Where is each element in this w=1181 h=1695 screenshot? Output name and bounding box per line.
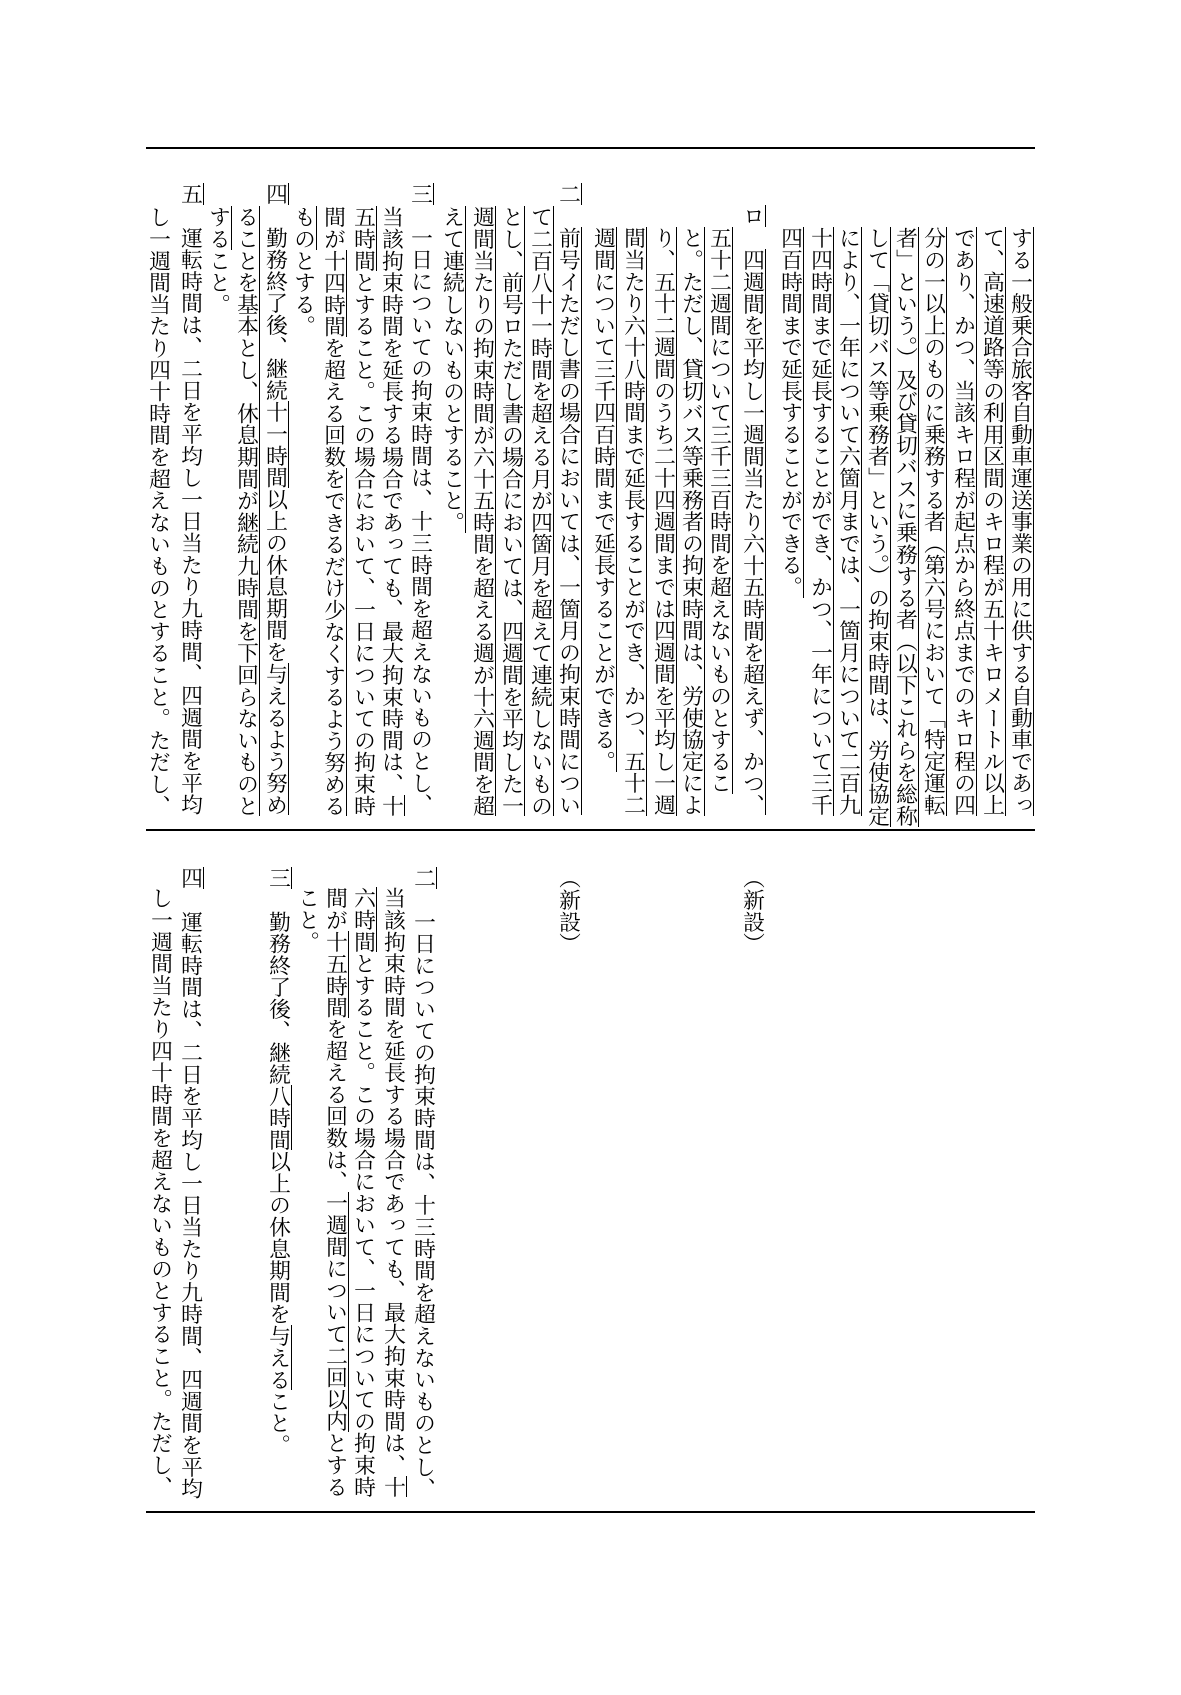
amended-text: とし、前号ロただし書の場合においては、四週間を平均した一: [498, 206, 524, 817]
text-column: [232, 206, 261, 816]
amended-text: 週間当たりの拘束時間が六十五時間を超える週が十六週間を超: [469, 206, 495, 817]
text-column: [978, 227, 1007, 816]
amended-text: ることを基本とし、休息期間が継続九時間を下回らないものと: [233, 206, 259, 817]
text-segment: とする。: [290, 249, 316, 337]
clause-number: 二: [555, 183, 581, 205]
text-segment: とする: [322, 1432, 348, 1498]
text-column: [589, 227, 618, 772]
amended-text: 与える: [265, 1324, 291, 1391]
text-segment: 勤務終了後、継続: [265, 910, 291, 1086]
amended-text: もの: [290, 206, 316, 250]
text-column: [677, 227, 706, 816]
amended-text: 十四時間: [320, 249, 346, 337]
text-column: [293, 887, 322, 952]
bottom-rule: [146, 1511, 1035, 1513]
text-column: [891, 227, 920, 827]
amended-text: 分の一以上のものに乗務する者（第六号において「特定運転: [920, 227, 946, 816]
amended-text: えて連続しないものとすること。: [439, 206, 465, 533]
amended-text: 十: [378, 794, 404, 817]
text-column: [806, 227, 835, 816]
text-segment: 一日についての拘束時間は、十三時間を超えないものとし、: [410, 910, 436, 1500]
amended-text: 週間について三千四百時間まで延長することができる。: [590, 227, 616, 772]
amended-text: 者」という。）及び貸切バスに乗務する者（以下これらを総称: [892, 227, 918, 827]
text-segment: 運転時間は、二日を平均し一日当たり九時間、四週間を平均: [177, 226, 203, 816]
text-column: [649, 227, 678, 816]
text-column: [738, 867, 767, 954]
text-column: [497, 206, 526, 816]
amended-text: 四週間を平均し一週間当たり六十五時間を超えず、かつ、: [739, 248, 765, 816]
text-segment: を超える回数: [320, 336, 346, 468]
text-column: [349, 206, 378, 816]
text-segment: こと。: [294, 887, 320, 953]
text-segment: とすること。この場合において、一日についての拘束時: [350, 952, 376, 1498]
text-column: [319, 206, 348, 816]
text-segment: 以上の休息期間を: [265, 1150, 291, 1325]
text-column: [468, 206, 497, 816]
text-segment: 勤務終了後、継続: [262, 226, 288, 402]
text-column: [146, 887, 175, 1497]
amended-text: 五十二週間について三千三百時間を超えないものとするこ: [706, 227, 732, 794]
text-segment: とすること。この場合において、一日についての拘束時: [350, 271, 376, 817]
clause-column-with-heading: [264, 867, 293, 1456]
text-segment: 一日についての拘束時間は、十三時間を超えないものとし、: [407, 226, 433, 816]
clause-column-with-heading: [261, 183, 290, 815]
amended-text: により、一年について六箇月までは、一箇月について二百九: [835, 227, 861, 816]
text-column: [321, 887, 350, 1497]
text-column: [438, 206, 467, 533]
amended-text: 間当たり六十八時間まで延長することができ、かつ、五十二: [620, 227, 646, 816]
text-column: [1006, 227, 1035, 816]
amended-text: であり、かつ、当該キロ程が起点から終点までのキロ程の四: [950, 227, 976, 816]
amended-text: する一般乗合旅客自動車運送事業の用に供する自動車であっ: [1007, 227, 1033, 816]
amended-text: り、五十二週間のうち二十四週間までは四週間を平均し一週: [650, 227, 676, 816]
amended-text: 十: [380, 1475, 406, 1498]
amended-text: て二百八十一時間を超える月が四箇月を超えて連続しないもの: [527, 206, 553, 817]
text-column: [776, 227, 805, 598]
text-segment: 以上の休息期間を: [262, 488, 288, 663]
middle-rule: [146, 829, 1035, 831]
text-segment: 運転時間は、二日を平均し一日当たり九時間、四週間を平均: [177, 910, 203, 1500]
text-segment: こと。: [205, 249, 231, 316]
text-column: [144, 206, 173, 816]
clause-number: 二: [410, 867, 436, 889]
text-column: [526, 206, 555, 816]
amended-text: 四百時間まで延長することができる。: [777, 227, 803, 598]
text-column: [289, 206, 318, 337]
clause-number: 三: [407, 183, 433, 205]
amended-text: 前号イただし書の場合においては、一箇月の拘束時間につい: [555, 226, 581, 816]
text-segment: こと。: [265, 1390, 291, 1456]
amended-text: と。ただし、貸切バス等乗務者の拘束時間は、労使協定によ: [678, 227, 704, 816]
amended-text: 八時間: [265, 1085, 291, 1151]
text-segment: し一週間当たり四十時間を超えないものとすること。ただし、: [147, 887, 173, 1498]
amended-text: して「貸切バス等乗務者」という。）の拘束時間は、労使協定: [864, 227, 890, 827]
text-segment: を超える回数は、: [322, 1017, 348, 1193]
amended-text: 十一時間: [262, 401, 288, 489]
amended-text: 六時間: [350, 887, 376, 953]
clause-number: 四: [262, 183, 288, 205]
text-column: [919, 227, 948, 816]
clause-column-with-heading: [554, 183, 583, 815]
clause-number: 五: [177, 183, 203, 205]
clause-number: ロ: [739, 205, 765, 227]
text-column: [619, 227, 648, 816]
text-column: [379, 887, 408, 1497]
clause-column-with-heading: [176, 867, 205, 1499]
text-segment: 間が: [320, 206, 346, 250]
clause-column-with-heading: [409, 867, 438, 1499]
clause-column-with-heading: [176, 183, 205, 815]
text-segment: し一週間当たり四十時間を超えないものとすること。ただし、: [145, 206, 171, 817]
clause-column-with-heading: [738, 205, 767, 815]
text-column: [377, 206, 406, 816]
text-column: [863, 227, 892, 827]
clause-number: 四: [177, 867, 203, 889]
amended-text: 与えるよう努め: [262, 662, 288, 816]
amended-text: する: [205, 206, 231, 250]
amended-text: 一週間について二回以内: [322, 1192, 348, 1433]
top-rule: [146, 147, 1035, 149]
text-column: [834, 227, 863, 816]
clause-column-with-heading: [406, 183, 435, 815]
text-column: [554, 867, 583, 954]
text-segment: 当該拘束時間を延長する場合であっても、最大拘束時間は、: [378, 206, 404, 795]
amended-text: をできるだけ少なくするよう努める: [320, 467, 346, 817]
text-column: [705, 227, 734, 794]
clause-number: 三: [265, 867, 291, 889]
text-column: [349, 887, 378, 1497]
amended-text: 五時間: [350, 206, 376, 272]
amended-text: 十四時間まで延長することができ、かつ、一年について三千: [807, 227, 833, 816]
text-segment: 間が: [322, 887, 348, 931]
amended-text: て、高速道路等の利用区間のキロ程が五十キロメートル以上: [979, 227, 1005, 816]
text-segment: 当該拘束時間を延長する場合であっても、最大拘束時間は、: [380, 887, 406, 1476]
amended-text: 十五時間: [322, 930, 348, 1018]
text-column: [949, 227, 978, 816]
text-column: [204, 206, 233, 315]
text-segment: （新設）: [555, 867, 581, 955]
text-segment: （新設）: [739, 867, 765, 955]
